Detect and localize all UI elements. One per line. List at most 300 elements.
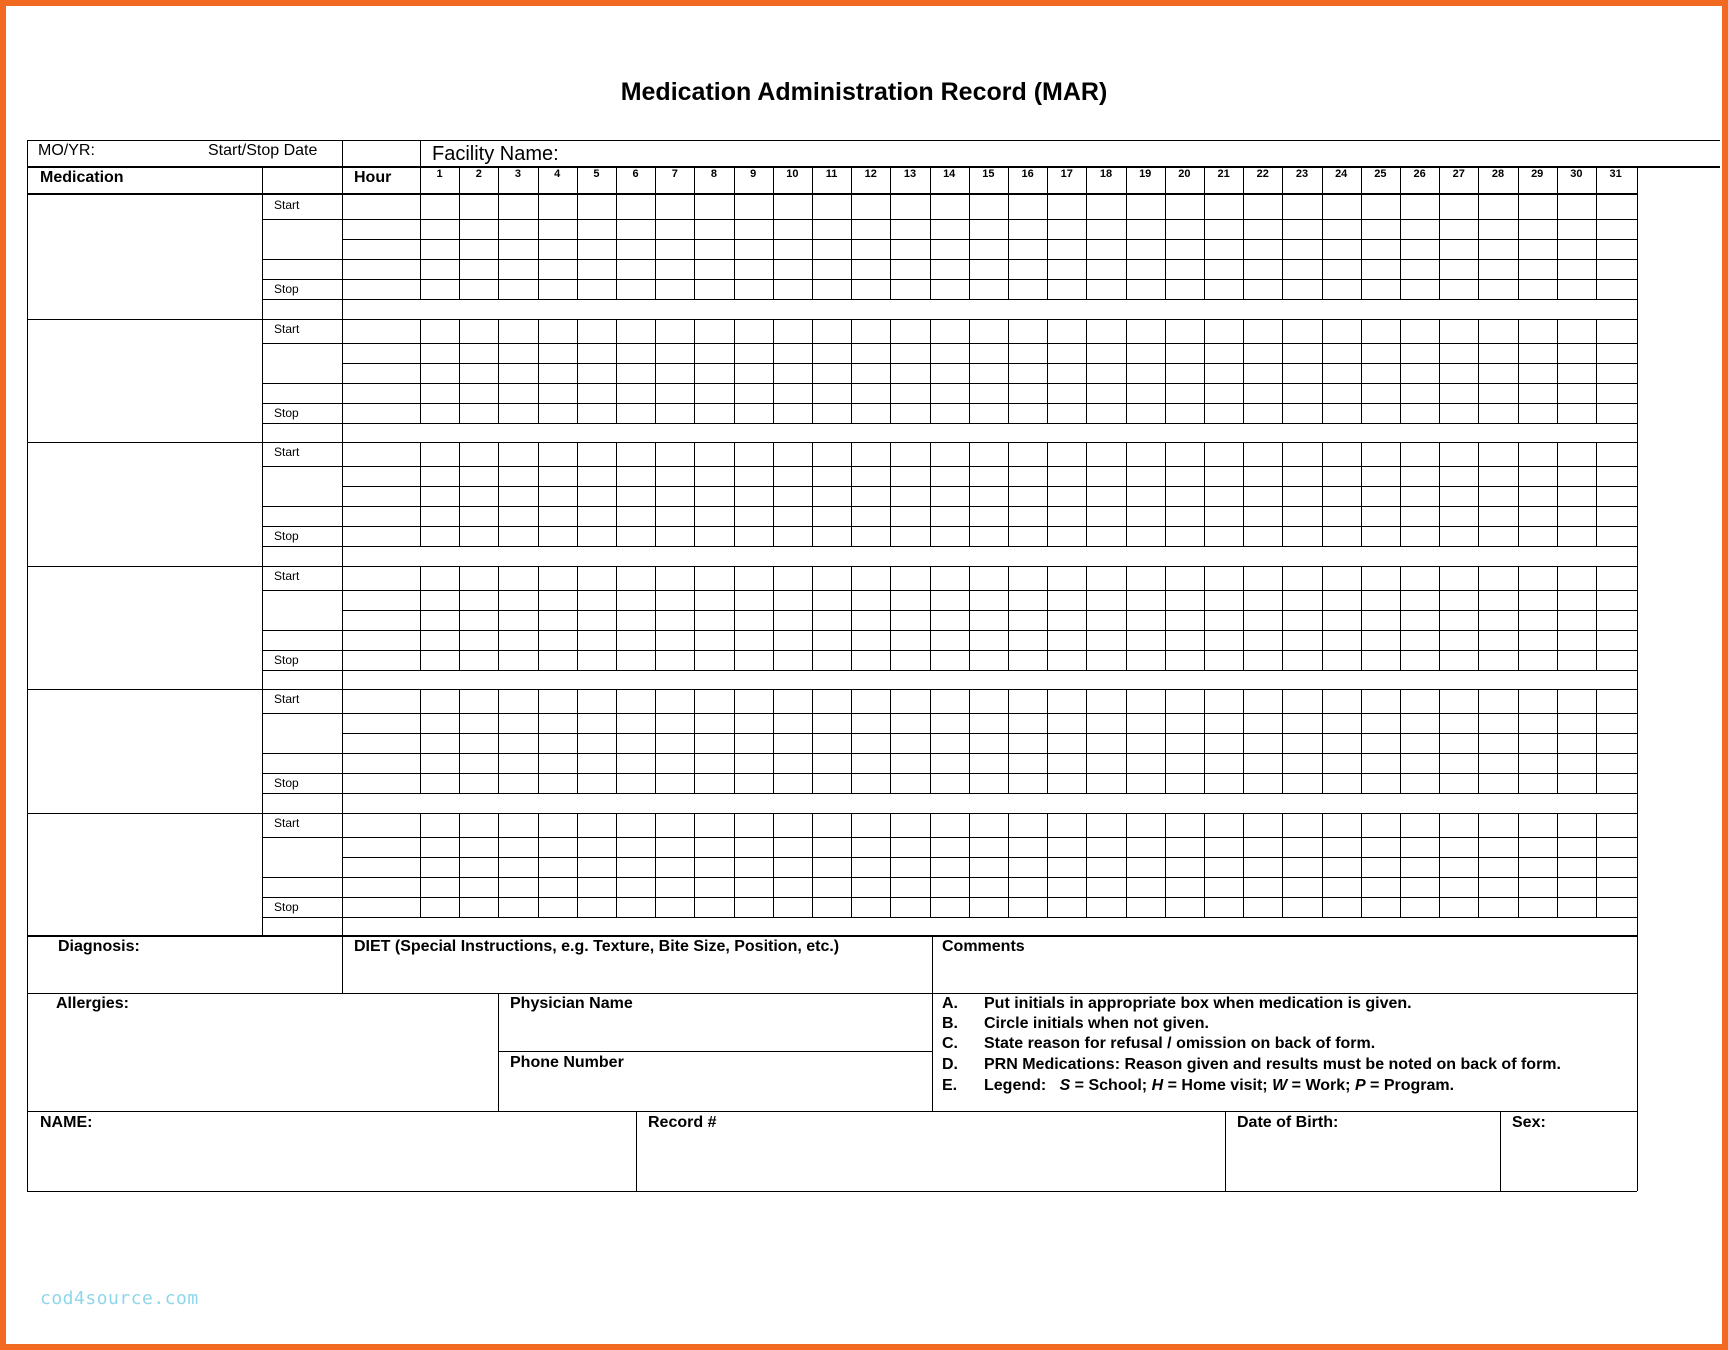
day-column-line bbox=[1400, 689, 1401, 793]
instruction-key: A. bbox=[942, 995, 958, 1012]
allergies-divider bbox=[498, 993, 499, 1111]
day-column-line bbox=[1596, 813, 1597, 917]
day-column-line bbox=[1282, 566, 1283, 670]
day-header-column-line bbox=[420, 166, 421, 195]
day-column-line bbox=[1008, 319, 1009, 423]
day-column-line bbox=[1478, 566, 1479, 670]
day-header-column-line bbox=[694, 166, 695, 195]
diagnosis-label: Diagnosis: bbox=[58, 938, 140, 955]
day-header-column-line bbox=[851, 166, 852, 195]
header-bottom-line bbox=[27, 193, 1637, 195]
stop-label: Stop bbox=[274, 282, 299, 296]
day-header-column-line bbox=[1400, 166, 1401, 195]
day-column-line bbox=[1400, 195, 1401, 299]
allergies-label: Allergies: bbox=[56, 995, 129, 1012]
day-column-line bbox=[851, 689, 852, 793]
day-column-line bbox=[459, 689, 460, 793]
legend-line: E. Legend: S = School; H = Home visit; W = Work; P = Program. bbox=[942, 1077, 1455, 1094]
day-column-line bbox=[734, 689, 735, 793]
legend-meaning: School; bbox=[1088, 1077, 1148, 1094]
row-line bbox=[262, 466, 1637, 467]
day-column-line bbox=[577, 689, 578, 793]
day-column-line bbox=[1439, 195, 1440, 299]
day-column-line bbox=[890, 442, 891, 546]
day-column-line bbox=[930, 689, 931, 793]
day-column-line bbox=[734, 442, 735, 546]
instruction-text: State reason for refusal / omission on back of form. bbox=[984, 1035, 1376, 1052]
day-header: 24 bbox=[1335, 168, 1348, 180]
footer-bottom-line bbox=[27, 1191, 1637, 1192]
day-column-line bbox=[498, 195, 499, 299]
day-header-column-line bbox=[1126, 166, 1127, 195]
day-column-line bbox=[812, 689, 813, 793]
watermark: cod4source.com bbox=[40, 1288, 199, 1309]
day-header: 28 bbox=[1491, 168, 1505, 180]
start-stop-date-label: Start/Stop Date bbox=[208, 142, 318, 159]
row-line bbox=[342, 733, 1637, 734]
day-column-line bbox=[1165, 319, 1166, 423]
day-column-line bbox=[498, 689, 499, 793]
day-column-line bbox=[1518, 319, 1519, 423]
day-column-line bbox=[538, 566, 539, 670]
block-divider-line bbox=[27, 813, 1637, 814]
day-column-line bbox=[1126, 689, 1127, 793]
day-column-line bbox=[1047, 442, 1048, 546]
block-divider-line bbox=[27, 319, 1637, 320]
day-column-line bbox=[1596, 689, 1597, 793]
day-column-line bbox=[538, 813, 539, 917]
day-header-column-line bbox=[1086, 166, 1087, 195]
stop-label: Stop bbox=[274, 899, 299, 914]
day-header-column-line bbox=[1518, 166, 1519, 195]
day-column-line bbox=[1557, 442, 1558, 546]
day-column-line bbox=[1361, 319, 1362, 423]
legend-key: E. bbox=[942, 1077, 958, 1094]
day-column-line bbox=[1204, 566, 1205, 670]
day-column-line bbox=[694, 689, 695, 793]
day-column-line bbox=[1518, 442, 1519, 546]
day-column-line bbox=[1086, 813, 1087, 917]
day-column-line bbox=[1596, 566, 1597, 670]
day-column-line bbox=[1047, 195, 1048, 299]
day-column-line bbox=[890, 689, 891, 793]
day-column-line bbox=[420, 566, 421, 670]
row-line bbox=[342, 610, 1637, 611]
day-column-line bbox=[851, 566, 852, 670]
day-column-line bbox=[655, 689, 656, 793]
day-column-line bbox=[930, 195, 931, 299]
row-line bbox=[262, 506, 1637, 507]
name-label: NAME: bbox=[40, 1114, 93, 1131]
footer-line bbox=[27, 1111, 1637, 1112]
row-line bbox=[262, 590, 1637, 591]
date-of-birth-label: Date of Birth: bbox=[1237, 1114, 1339, 1131]
day-column-line bbox=[577, 566, 578, 670]
day-column-line bbox=[694, 442, 695, 546]
day-column-line bbox=[1322, 689, 1323, 793]
day-column-line bbox=[1596, 442, 1597, 546]
block-divider-line bbox=[27, 689, 1637, 690]
day-column-line bbox=[1086, 689, 1087, 793]
stop-label: Stop bbox=[274, 776, 299, 790]
header-top-line bbox=[27, 140, 1720, 141]
day-column-line bbox=[1322, 813, 1323, 917]
row-line bbox=[262, 526, 1637, 527]
day-header: 29 bbox=[1531, 168, 1544, 180]
row-line bbox=[262, 753, 1637, 754]
day-column-line bbox=[1518, 689, 1519, 793]
day-header: 2 bbox=[475, 168, 482, 180]
day-header-column-line bbox=[655, 166, 656, 195]
day-column-line bbox=[969, 442, 970, 546]
sex-label: Sex: bbox=[1512, 1114, 1546, 1131]
day-column-line bbox=[1086, 442, 1087, 546]
day-column-line bbox=[969, 566, 970, 670]
form-title: Medication Administration Record (MAR) bbox=[620, 78, 1108, 106]
day-header: 31 bbox=[1609, 168, 1622, 180]
day-header: 14 bbox=[943, 168, 956, 180]
day-column-line bbox=[1400, 442, 1401, 546]
day-column-line bbox=[851, 442, 852, 546]
left-border-line bbox=[27, 140, 28, 935]
day-column-line bbox=[1047, 813, 1048, 917]
day-column-line bbox=[812, 566, 813, 670]
instruction-key: D. bbox=[942, 1056, 958, 1073]
day-column-line bbox=[1204, 813, 1205, 917]
day-column-line bbox=[1518, 195, 1519, 299]
day-header-column-line bbox=[459, 166, 460, 195]
day-column-line bbox=[1361, 566, 1362, 670]
day-column-line bbox=[420, 195, 421, 299]
day-header-column-line bbox=[577, 166, 578, 195]
day-column-line bbox=[1047, 319, 1048, 423]
row-line bbox=[262, 917, 1637, 918]
stop-label: Stop bbox=[274, 652, 299, 667]
day-column-line bbox=[655, 566, 656, 670]
day-column-line bbox=[616, 195, 617, 299]
day-column-line bbox=[1282, 689, 1283, 793]
day-column-line bbox=[420, 689, 421, 793]
row-line bbox=[262, 259, 1637, 260]
start-label: Start bbox=[274, 321, 300, 336]
phone-number-label: Phone Number bbox=[510, 1054, 624, 1071]
day-header: 4 bbox=[554, 168, 561, 180]
day-column-line bbox=[1322, 195, 1323, 299]
day-column-line bbox=[459, 566, 460, 670]
day-column-line bbox=[498, 319, 499, 423]
day-column-line bbox=[1165, 566, 1166, 670]
day-column-line bbox=[851, 319, 852, 423]
day-column-line bbox=[851, 813, 852, 917]
block-divider-line bbox=[27, 566, 1637, 567]
grid-bottom-line bbox=[27, 935, 1637, 937]
day-column-line bbox=[1361, 689, 1362, 793]
block-divider-line bbox=[27, 442, 1637, 443]
day-column-line bbox=[1165, 442, 1166, 546]
day-column-line bbox=[420, 813, 421, 917]
day-column-line bbox=[1322, 442, 1323, 546]
day-column-line bbox=[1008, 689, 1009, 793]
day-header: 27 bbox=[1452, 168, 1465, 180]
day-header-column-line bbox=[969, 166, 970, 195]
day-column-line bbox=[969, 689, 970, 793]
day-column-line bbox=[1204, 442, 1205, 546]
day-column-line bbox=[1126, 195, 1127, 299]
day-header-column-line bbox=[616, 166, 617, 195]
day-column-line bbox=[1047, 566, 1048, 670]
hour-column-header: Hour bbox=[354, 169, 392, 186]
row-line bbox=[262, 837, 1637, 838]
instruction-key: C. bbox=[942, 1035, 958, 1052]
day-column-line bbox=[1126, 566, 1127, 670]
day-column-line bbox=[1557, 813, 1558, 917]
day-column-line bbox=[420, 442, 421, 546]
day-column-line bbox=[1282, 195, 1283, 299]
day-column-line bbox=[1557, 195, 1558, 299]
day-column-line bbox=[1008, 566, 1009, 670]
instruction-a bbox=[942, 994, 1412, 1014]
day-column-line bbox=[1400, 813, 1401, 917]
day-column-line bbox=[890, 195, 891, 299]
day-column-line bbox=[930, 566, 931, 670]
day-header: 7 bbox=[671, 168, 678, 180]
day-header: 20 bbox=[1178, 168, 1191, 180]
day-column-line bbox=[734, 195, 735, 299]
row-line bbox=[262, 219, 1637, 220]
day-column-line bbox=[734, 813, 735, 917]
day-column-line bbox=[538, 689, 539, 793]
mo-yr-label: MO/YR: bbox=[38, 142, 95, 159]
day-header-column-line bbox=[538, 166, 539, 195]
row-line bbox=[262, 773, 1637, 774]
day-column-line bbox=[812, 813, 813, 917]
instruction-text: PRN Medications: Reason given and results must be noted on back of form. bbox=[984, 1056, 1561, 1073]
day-column-line bbox=[773, 813, 774, 917]
day-column-line bbox=[498, 813, 499, 917]
facility-name-label: Facility Name: bbox=[432, 143, 559, 165]
stop-label: Stop bbox=[274, 529, 299, 543]
day-column-line bbox=[812, 319, 813, 423]
day-column-line bbox=[1126, 319, 1127, 423]
day-column-line bbox=[1439, 813, 1440, 917]
row-line bbox=[262, 650, 1637, 651]
row-line bbox=[262, 383, 1637, 384]
name-divider bbox=[636, 1111, 637, 1191]
day-header: 1 bbox=[436, 168, 443, 180]
start-label: Start bbox=[274, 568, 300, 583]
row-line bbox=[262, 877, 1637, 878]
day-column-line bbox=[1557, 689, 1558, 793]
day-column-line bbox=[694, 813, 695, 917]
day-column-line bbox=[812, 195, 813, 299]
day-header-column-line bbox=[1478, 166, 1479, 195]
day-column-line bbox=[1047, 689, 1048, 793]
day-column-line bbox=[1165, 813, 1166, 917]
row-line bbox=[262, 630, 1637, 631]
day-column-line bbox=[1282, 813, 1283, 917]
day-column-line bbox=[1008, 442, 1009, 546]
day-header: 6 bbox=[632, 168, 639, 180]
day-header-column-line bbox=[1282, 166, 1283, 195]
day-column-line bbox=[1439, 689, 1440, 793]
day-column-line bbox=[1282, 442, 1283, 546]
day-column-line bbox=[930, 442, 931, 546]
start-label: Start bbox=[274, 815, 300, 830]
instruction-text: Put initials in appropriate box when medication is given. bbox=[984, 995, 1412, 1012]
day-header: 16 bbox=[1021, 168, 1034, 180]
row-line bbox=[342, 857, 1637, 858]
day-column-line bbox=[1243, 319, 1244, 423]
diagnosis-divider bbox=[342, 935, 343, 993]
day-column-line bbox=[1126, 442, 1127, 546]
day-column-line bbox=[969, 319, 970, 423]
comments-divider bbox=[932, 935, 933, 1111]
legend-code: S bbox=[1059, 1077, 1071, 1094]
day-column-line bbox=[1478, 319, 1479, 423]
day-column-line bbox=[616, 319, 617, 423]
day-column-line bbox=[812, 442, 813, 546]
day-column-line bbox=[694, 566, 695, 670]
day-header-column-line bbox=[1165, 166, 1166, 195]
physician-phone-divider bbox=[498, 1051, 932, 1052]
day-header: 8 bbox=[710, 168, 718, 180]
day-header: 21 bbox=[1217, 168, 1230, 180]
day-column-line bbox=[1400, 566, 1401, 670]
day-header-column-line bbox=[1047, 166, 1048, 195]
diet-label: DIET (Special Instructions, e.g. Texture, Bite Size, Position, etc.) bbox=[354, 938, 840, 955]
instruction-b bbox=[942, 1014, 1209, 1034]
day-header-column-line bbox=[1204, 166, 1205, 195]
day-column-line bbox=[1557, 319, 1558, 423]
day-column-line bbox=[1439, 442, 1440, 546]
day-column-line bbox=[655, 319, 656, 423]
day-header: 22 bbox=[1256, 168, 1269, 180]
day-column-line bbox=[694, 319, 695, 423]
day-header-column-line bbox=[930, 166, 931, 195]
day-column-line bbox=[498, 442, 499, 546]
instruction-c bbox=[942, 1034, 1375, 1054]
day-column-line bbox=[1165, 689, 1166, 793]
row-line bbox=[262, 546, 1637, 547]
medication-divider-line bbox=[262, 166, 263, 935]
day-column-line bbox=[1322, 566, 1323, 670]
day-column-line bbox=[655, 442, 656, 546]
day-column-line bbox=[930, 319, 931, 423]
day-column-line bbox=[538, 442, 539, 546]
day-header-column-line bbox=[1557, 166, 1558, 195]
day-column-line bbox=[773, 319, 774, 423]
day-header-column-line bbox=[773, 166, 774, 195]
day-column-line bbox=[773, 689, 774, 793]
row-line bbox=[262, 713, 1637, 714]
row-line bbox=[262, 279, 1637, 280]
day-header-column-line bbox=[734, 166, 735, 195]
day-header: 5 bbox=[593, 168, 600, 180]
day-column-line bbox=[1518, 813, 1519, 917]
day-header: 17 bbox=[1060, 168, 1073, 180]
physician-name-label: Physician Name bbox=[510, 995, 633, 1012]
day-column-line bbox=[538, 319, 539, 423]
record-number-label: Record # bbox=[648, 1114, 717, 1131]
legend-code: W bbox=[1272, 1077, 1288, 1094]
footer-line bbox=[27, 993, 1637, 994]
row-line bbox=[342, 239, 1637, 240]
comments-label: Comments bbox=[942, 938, 1025, 955]
row-line bbox=[262, 670, 1637, 671]
day-header-column-line bbox=[1596, 166, 1597, 195]
start-label: Start bbox=[274, 198, 300, 212]
day-column-line bbox=[890, 319, 891, 423]
day-column-line bbox=[851, 195, 852, 299]
day-column-line bbox=[616, 442, 617, 546]
day-header-column-line bbox=[498, 166, 499, 195]
day-header-column-line bbox=[812, 166, 813, 195]
stop-label: Stop bbox=[274, 405, 299, 420]
day-column-line bbox=[655, 195, 656, 299]
day-column-line bbox=[1400, 319, 1401, 423]
row-line bbox=[262, 897, 1637, 898]
day-column-line bbox=[773, 195, 774, 299]
hour-divider-line bbox=[342, 140, 343, 935]
day-column-line bbox=[1557, 566, 1558, 670]
row-line bbox=[262, 299, 1637, 300]
day-column-line bbox=[1596, 319, 1597, 423]
day-header: 9 bbox=[750, 168, 757, 180]
day-column-line bbox=[1518, 566, 1519, 670]
day-column-line bbox=[1322, 319, 1323, 423]
row-line bbox=[262, 403, 1637, 404]
day-column-line bbox=[616, 566, 617, 670]
day-header: 3 bbox=[514, 168, 522, 180]
day-header: 19 bbox=[1139, 168, 1152, 180]
day-column-line bbox=[1596, 195, 1597, 299]
legend-meaning: Work; bbox=[1305, 1077, 1351, 1094]
medication-column-header: Medication bbox=[40, 169, 124, 186]
day-column-line bbox=[577, 442, 578, 546]
day-column-line bbox=[1478, 813, 1479, 917]
right-border-line bbox=[1637, 166, 1638, 935]
day-header-column-line bbox=[1008, 166, 1009, 195]
day-column-line bbox=[734, 319, 735, 423]
legend-meaning: Home visit; bbox=[1181, 1077, 1268, 1094]
day-header: 25 bbox=[1374, 168, 1387, 180]
day-column-line bbox=[1086, 566, 1087, 670]
row-line bbox=[262, 423, 1637, 424]
day-column-line bbox=[459, 195, 460, 299]
day-header-column-line bbox=[1439, 166, 1440, 195]
day-column-line bbox=[498, 566, 499, 670]
row-line bbox=[342, 486, 1637, 487]
day-column-line bbox=[1086, 195, 1087, 299]
legend-meaning: Program. bbox=[1383, 1077, 1455, 1094]
day-column-line bbox=[616, 813, 617, 917]
day-column-line bbox=[694, 195, 695, 299]
day-header-column-line bbox=[1361, 166, 1362, 195]
day-column-line bbox=[577, 319, 578, 423]
day-column-line bbox=[734, 566, 735, 670]
legend-label: Legend: bbox=[984, 1077, 1047, 1094]
day-column-line bbox=[1243, 689, 1244, 793]
legend-code: P bbox=[1354, 1077, 1366, 1094]
day-header-column-line bbox=[1322, 166, 1323, 195]
day-column-line bbox=[459, 442, 460, 546]
footer-right-border bbox=[1637, 935, 1638, 1191]
row-line bbox=[262, 793, 1637, 794]
day-column-line bbox=[1439, 319, 1440, 423]
day-header: 18 bbox=[1099, 168, 1113, 180]
day-column-line bbox=[1478, 689, 1479, 793]
day-column-line bbox=[1282, 319, 1283, 423]
